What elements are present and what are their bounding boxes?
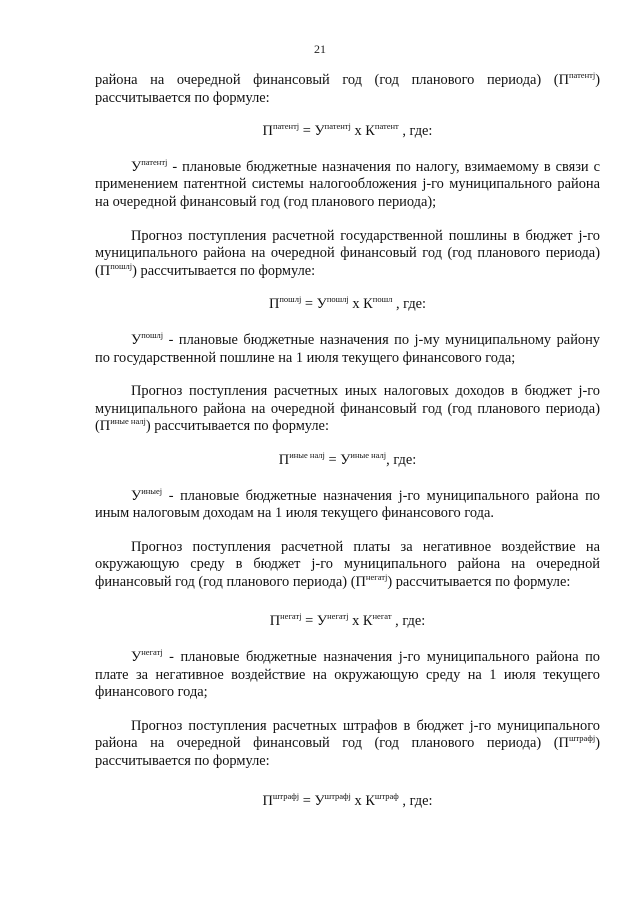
paragraph-duty-definition bbox=[95, 329, 600, 367]
text: У bbox=[131, 649, 142, 666]
page-number: 21 bbox=[314, 42, 326, 56]
paragraph-negative-intro bbox=[95, 539, 600, 592]
formula-superscript: патентj bbox=[272, 121, 300, 132]
superscript: негатj bbox=[141, 647, 163, 658]
text: - плановые бюджетные назначения j-го муниципального района по иным налоговым доходам на 1 июля текущего финансового года. bbox=[95, 487, 600, 522]
formula-symbol: х К bbox=[348, 296, 373, 313]
text: ) рассчитывается по формуле: bbox=[387, 573, 571, 590]
formula-text: , где: bbox=[391, 613, 426, 630]
formula-text: , где: bbox=[392, 296, 427, 313]
formula-text: , где: bbox=[386, 451, 417, 468]
formula-superscript: пошлj bbox=[279, 294, 302, 305]
text: Прогноз поступления расчетных штрафов в бюджет j-го муниципального района на очередной финансовый год (год планового периода) (П bbox=[95, 717, 600, 752]
document-body bbox=[95, 72, 600, 828]
text: У bbox=[131, 158, 142, 175]
formula-superscript: штрафj bbox=[324, 790, 351, 801]
paragraph-fines-intro bbox=[95, 718, 600, 771]
text: У bbox=[131, 331, 142, 348]
formula-superscript: иные налj bbox=[350, 449, 387, 460]
superscript: штрафj bbox=[568, 733, 596, 744]
superscript: негатj bbox=[365, 571, 388, 582]
paragraph-other-tax-definition bbox=[95, 485, 600, 523]
text: - плановые бюджетные назначения j-го муниципального района по плате за негативное воздействие на окружающую среду на 1 июля текущего финансового года; bbox=[95, 649, 600, 701]
text: Прогноз поступления расчетной государственной пошлины в бюджет j-го муниципального района на очередной финансовый год (год планового периода) (П bbox=[95, 227, 600, 279]
formula-symbol: = У bbox=[299, 123, 325, 140]
paragraph-patent-definition bbox=[95, 156, 600, 212]
formula-superscript: пошл bbox=[372, 294, 393, 305]
formula-fines bbox=[95, 790, 600, 811]
formula-symbol: х К bbox=[350, 792, 375, 809]
text: - плановые бюджетные назначения по j-му муниципальному району по государственной пошлине на 1 июля текущего финансового года; bbox=[95, 331, 600, 366]
formula-superscript: негатj bbox=[327, 611, 349, 622]
formula-symbol: = У bbox=[324, 451, 351, 468]
formula-symbol: = У bbox=[299, 792, 325, 809]
paragraph-patent-intro bbox=[95, 72, 600, 107]
text: У bbox=[131, 487, 142, 504]
text: Прогноз поступления расчетной платы за негативное воздействие на окружающую среду в бюджет j-го муниципального района на очередной финансовый год (год планового периода) (П bbox=[95, 538, 600, 590]
formula-symbol: х К bbox=[348, 613, 373, 630]
formula-superscript: негат bbox=[372, 611, 392, 622]
superscript: иные налj bbox=[110, 416, 146, 427]
formula-superscript: штрафj bbox=[272, 790, 300, 801]
formula-text: , где: bbox=[398, 792, 433, 809]
formula-negative bbox=[95, 613, 600, 631]
text: ) рассчитывается по формуле: bbox=[95, 735, 600, 770]
superscript: патентj bbox=[568, 70, 596, 80]
paragraph-negative-definition bbox=[95, 649, 600, 702]
formula-symbol: П bbox=[262, 792, 273, 809]
text: ) рассчитывается по формуле: bbox=[132, 262, 316, 279]
superscript: иныеj bbox=[141, 485, 163, 496]
formula-superscript: иные налj bbox=[289, 449, 325, 460]
formula-symbol: П bbox=[268, 296, 280, 313]
formula-duty bbox=[95, 296, 600, 314]
formula-symbol: х К bbox=[350, 123, 375, 140]
formula-symbol: П bbox=[278, 451, 290, 468]
formula-symbol: = У bbox=[301, 613, 328, 630]
paragraph-duty-intro bbox=[95, 228, 600, 281]
formula-symbol: П bbox=[269, 613, 281, 630]
text: ) рассчитывается по формуле: bbox=[145, 418, 329, 435]
formula-other-tax bbox=[95, 449, 600, 470]
paragraph-other-tax-intro bbox=[95, 383, 600, 436]
formula-symbol: П bbox=[262, 123, 273, 140]
formula-superscript: пошлj bbox=[326, 294, 349, 305]
text: - плановые бюджетные назначения по налогу, взимаемому в связи с применением патентной системы налогообложения j-го муниципального района на очередной финансовый год (год планового периода); bbox=[95, 158, 600, 210]
superscript: пошлj bbox=[141, 329, 164, 340]
superscript: патентj bbox=[141, 156, 168, 167]
text: Прогноз поступления расчетных иных налоговых доходов в бюджет j-го муниципального района на очередной финансовый год (год планового периода) (П bbox=[95, 383, 600, 435]
text: района на очередной финансовый год (год планового периода) (П bbox=[95, 72, 569, 88]
formula-text: , где: bbox=[398, 123, 433, 140]
formula-superscript: патентj bbox=[324, 121, 351, 132]
formula-symbol: = У bbox=[301, 296, 327, 313]
formula-superscript: штраф bbox=[374, 790, 399, 801]
text: ) рассчитывается по формуле: bbox=[95, 72, 600, 106]
formula-patent bbox=[95, 123, 600, 141]
superscript: пошлj bbox=[110, 260, 133, 271]
formula-superscript: патент bbox=[374, 121, 399, 132]
formula-superscript: негатj bbox=[280, 611, 302, 622]
